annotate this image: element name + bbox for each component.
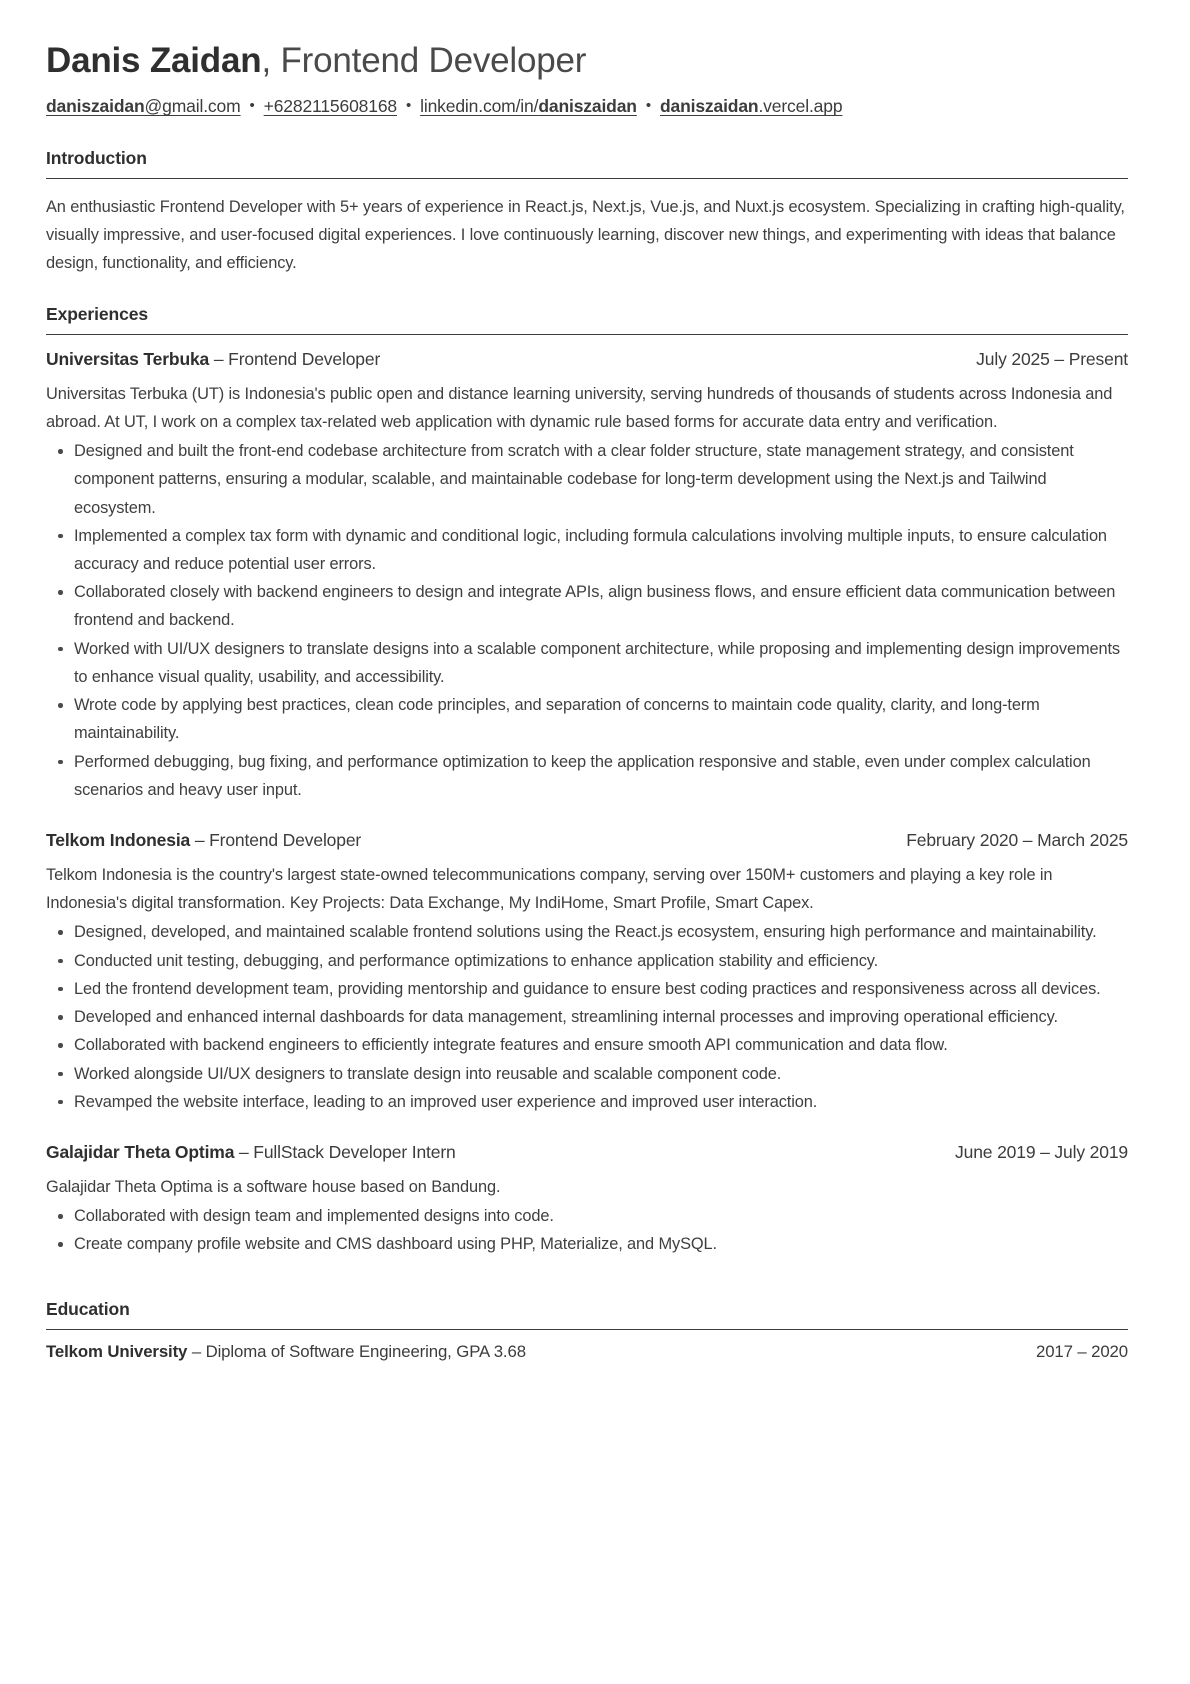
- experience-description: Galajidar Theta Optima is a software house based on Bandung.: [46, 1177, 501, 1196]
- section-experiences: [46, 304, 1128, 1259]
- experience-entry: [46, 349, 1128, 804]
- phone-number: +6282115608168: [263, 96, 397, 117]
- contact-separator-3: •: [645, 97, 651, 115]
- experience-date: February 2020 – March 2025: [906, 829, 1128, 850]
- experience-bullet: Led the frontend development team, providing mentorship and guidance to ensure best coding practices and responsiveness across all devices.: [72, 975, 1128, 1003]
- experience-bullet: Conducted unit testing, debugging, and performance optimizations to enhance application stability and efficiency.: [72, 947, 1128, 975]
- experience-bullet: Designed and built the front-end codebase architecture from scratch with a clear folder structure, state management strategy, and consistent component patterns, ensuring a modular, scalable, and maintainable codebase for long-term development using the Next.js and Tailwind ecosystem.: [72, 437, 1128, 522]
- contact-separator-2: •: [406, 97, 412, 115]
- experience-description: Universitas Terbuka (UT) is Indonesia's public open and distance learning university, serving hundreds of thousands of students across Indonesia and abroad. At UT, I work on a complex tax-related web application with dynamic rule based forms for accurate data entry and verification.: [46, 384, 1113, 431]
- section-introduction: [46, 148, 1128, 278]
- page-title: [46, 40, 1128, 81]
- experience-bullet: Collaborated with backend engineers to efficiently integrate features and ensure smooth API communication and data flow.: [72, 1031, 1128, 1059]
- experience-header: [46, 349, 1128, 370]
- candidate-job-title: Frontend Developer: [280, 41, 587, 80]
- website-domain: .vercel.app: [758, 96, 843, 117]
- experience-date: July 2025 – Present: [976, 348, 1128, 369]
- email-link[interactable]: [46, 96, 241, 116]
- experience-entry: [46, 830, 1128, 1116]
- candidate-name: Danis Zaidan: [46, 41, 262, 80]
- experience-bullet: Implemented a complex tax form with dynamic and conditional logic, including formula calculations involving multiple inputs, to ensure calculation accuracy and reduce potential user errors.: [72, 522, 1128, 578]
- experience-title: [46, 1142, 456, 1163]
- experience-header: [46, 1142, 1128, 1163]
- experience-bullet-list: [46, 1202, 1128, 1258]
- experience-role: – Frontend Developer: [190, 829, 362, 850]
- experience-organization: Galajidar Theta Optima: [46, 1141, 235, 1162]
- experience-organization: Universitas Terbuka: [46, 348, 210, 369]
- education-date: 2017 – 2020: [1035, 1341, 1128, 1361]
- experience-bullet: Create company profile website and CMS dashboard using PHP, Materialize, and MySQL.: [72, 1230, 1128, 1258]
- introduction-body: An enthusiastic Frontend Developer with 5+ years of experience in React.js, Next.js, Vue.js, and Nuxt.js ecosystem. Specializing in crafting high-quality, visually impressive, and user-focused digital experiences. I love continuously learning, discover new things, and experimenting with ideas that balance design, functionality, and efficiency.: [46, 198, 1125, 273]
- section-education: [46, 1299, 1128, 1362]
- experience-title: [46, 349, 380, 370]
- experience-bullet: Performed debugging, bug fixing, and performance optimization to keep the application responsive and stable, even under complex calculation scenarios and heavy user input.: [72, 748, 1128, 804]
- linkedin-link[interactable]: [420, 96, 637, 116]
- section-heading-experiences: Experiences: [46, 303, 149, 324]
- website-subdomain: daniszaidan: [659, 96, 759, 117]
- experience-organization: Telkom Indonesia: [46, 829, 191, 850]
- experience-bullet: Developed and enhanced internal dashboards for data management, streamlining internal processes and improving operational efficiency.: [72, 1003, 1128, 1031]
- name-title-separator: ,: [261, 41, 281, 80]
- experience-bullet: Worked with UI/UX designers to translate designs into a scalable component architecture, while proposing and implementing design improvements to enhance visual quality, usability, and accessibility.: [72, 635, 1128, 691]
- experience-bullet: Collaborated closely with backend engineers to design and integrate APIs, align business flows, and ensure efficient data communication between frontend and backend.: [72, 578, 1128, 634]
- email-domain: @gmail.com: [144, 96, 241, 117]
- experience-entry: [46, 1142, 1128, 1259]
- section-divider-experiences: [46, 334, 1128, 335]
- experience-bullet-list: [46, 437, 1128, 804]
- education-detail: – Diploma of Software Engineering, GPA 3.68: [187, 1341, 526, 1361]
- linkedin-handle: daniszaidan: [538, 96, 637, 117]
- experience-header: [46, 830, 1128, 851]
- website-link[interactable]: [660, 96, 842, 116]
- section-heading-introduction: Introduction: [46, 148, 147, 169]
- education-title: [46, 1342, 526, 1362]
- contact-separator-1: •: [249, 97, 255, 115]
- experience-bullet: Worked alongside UI/UX designers to translate design into reusable and scalable component code.: [72, 1060, 1128, 1088]
- experience-date: June 2019 – July 2019: [955, 1141, 1128, 1162]
- education-entry: [46, 1342, 1128, 1362]
- linkedin-prefix: linkedin.com/in/: [420, 96, 539, 117]
- section-divider-introduction: [46, 178, 1128, 179]
- experience-description: Telkom Indonesia is the country's largest state-owned telecommunications company, serving over 150M+ customers and playing a key role in Indonesia's digital transformation. Key Projects: Data Exchange, My IndiHome, Smart Profile, Smart Capex.: [46, 865, 1053, 913]
- experience-bullet: Revamped the website interface, leading to an improved user experience and improved user interaction.: [72, 1088, 1128, 1116]
- phone-link[interactable]: [264, 96, 397, 116]
- experience-bullet-list: [46, 918, 1128, 1116]
- email-user: daniszaidan: [46, 96, 145, 117]
- education-school: Telkom University: [46, 1341, 188, 1361]
- contact-bar: [46, 95, 1128, 118]
- section-divider-education: [46, 1329, 1128, 1330]
- experience-role: – FullStack Developer Intern: [234, 1141, 456, 1162]
- experience-title: [46, 830, 361, 851]
- experience-bullet: Collaborated with design team and implemented designs into code.: [72, 1202, 1128, 1230]
- experience-bullet: Wrote code by applying best practices, clean code principles, and separation of concerns to maintain code quality, clarity, and long-term maintainability.: [72, 691, 1128, 747]
- experience-bullet: Designed, developed, and maintained scalable frontend solutions using the React.js ecosystem, ensuring high performance and maintainability.: [72, 918, 1128, 946]
- experience-role: – Frontend Developer: [209, 348, 381, 369]
- section-heading-education: Education: [46, 1298, 130, 1319]
